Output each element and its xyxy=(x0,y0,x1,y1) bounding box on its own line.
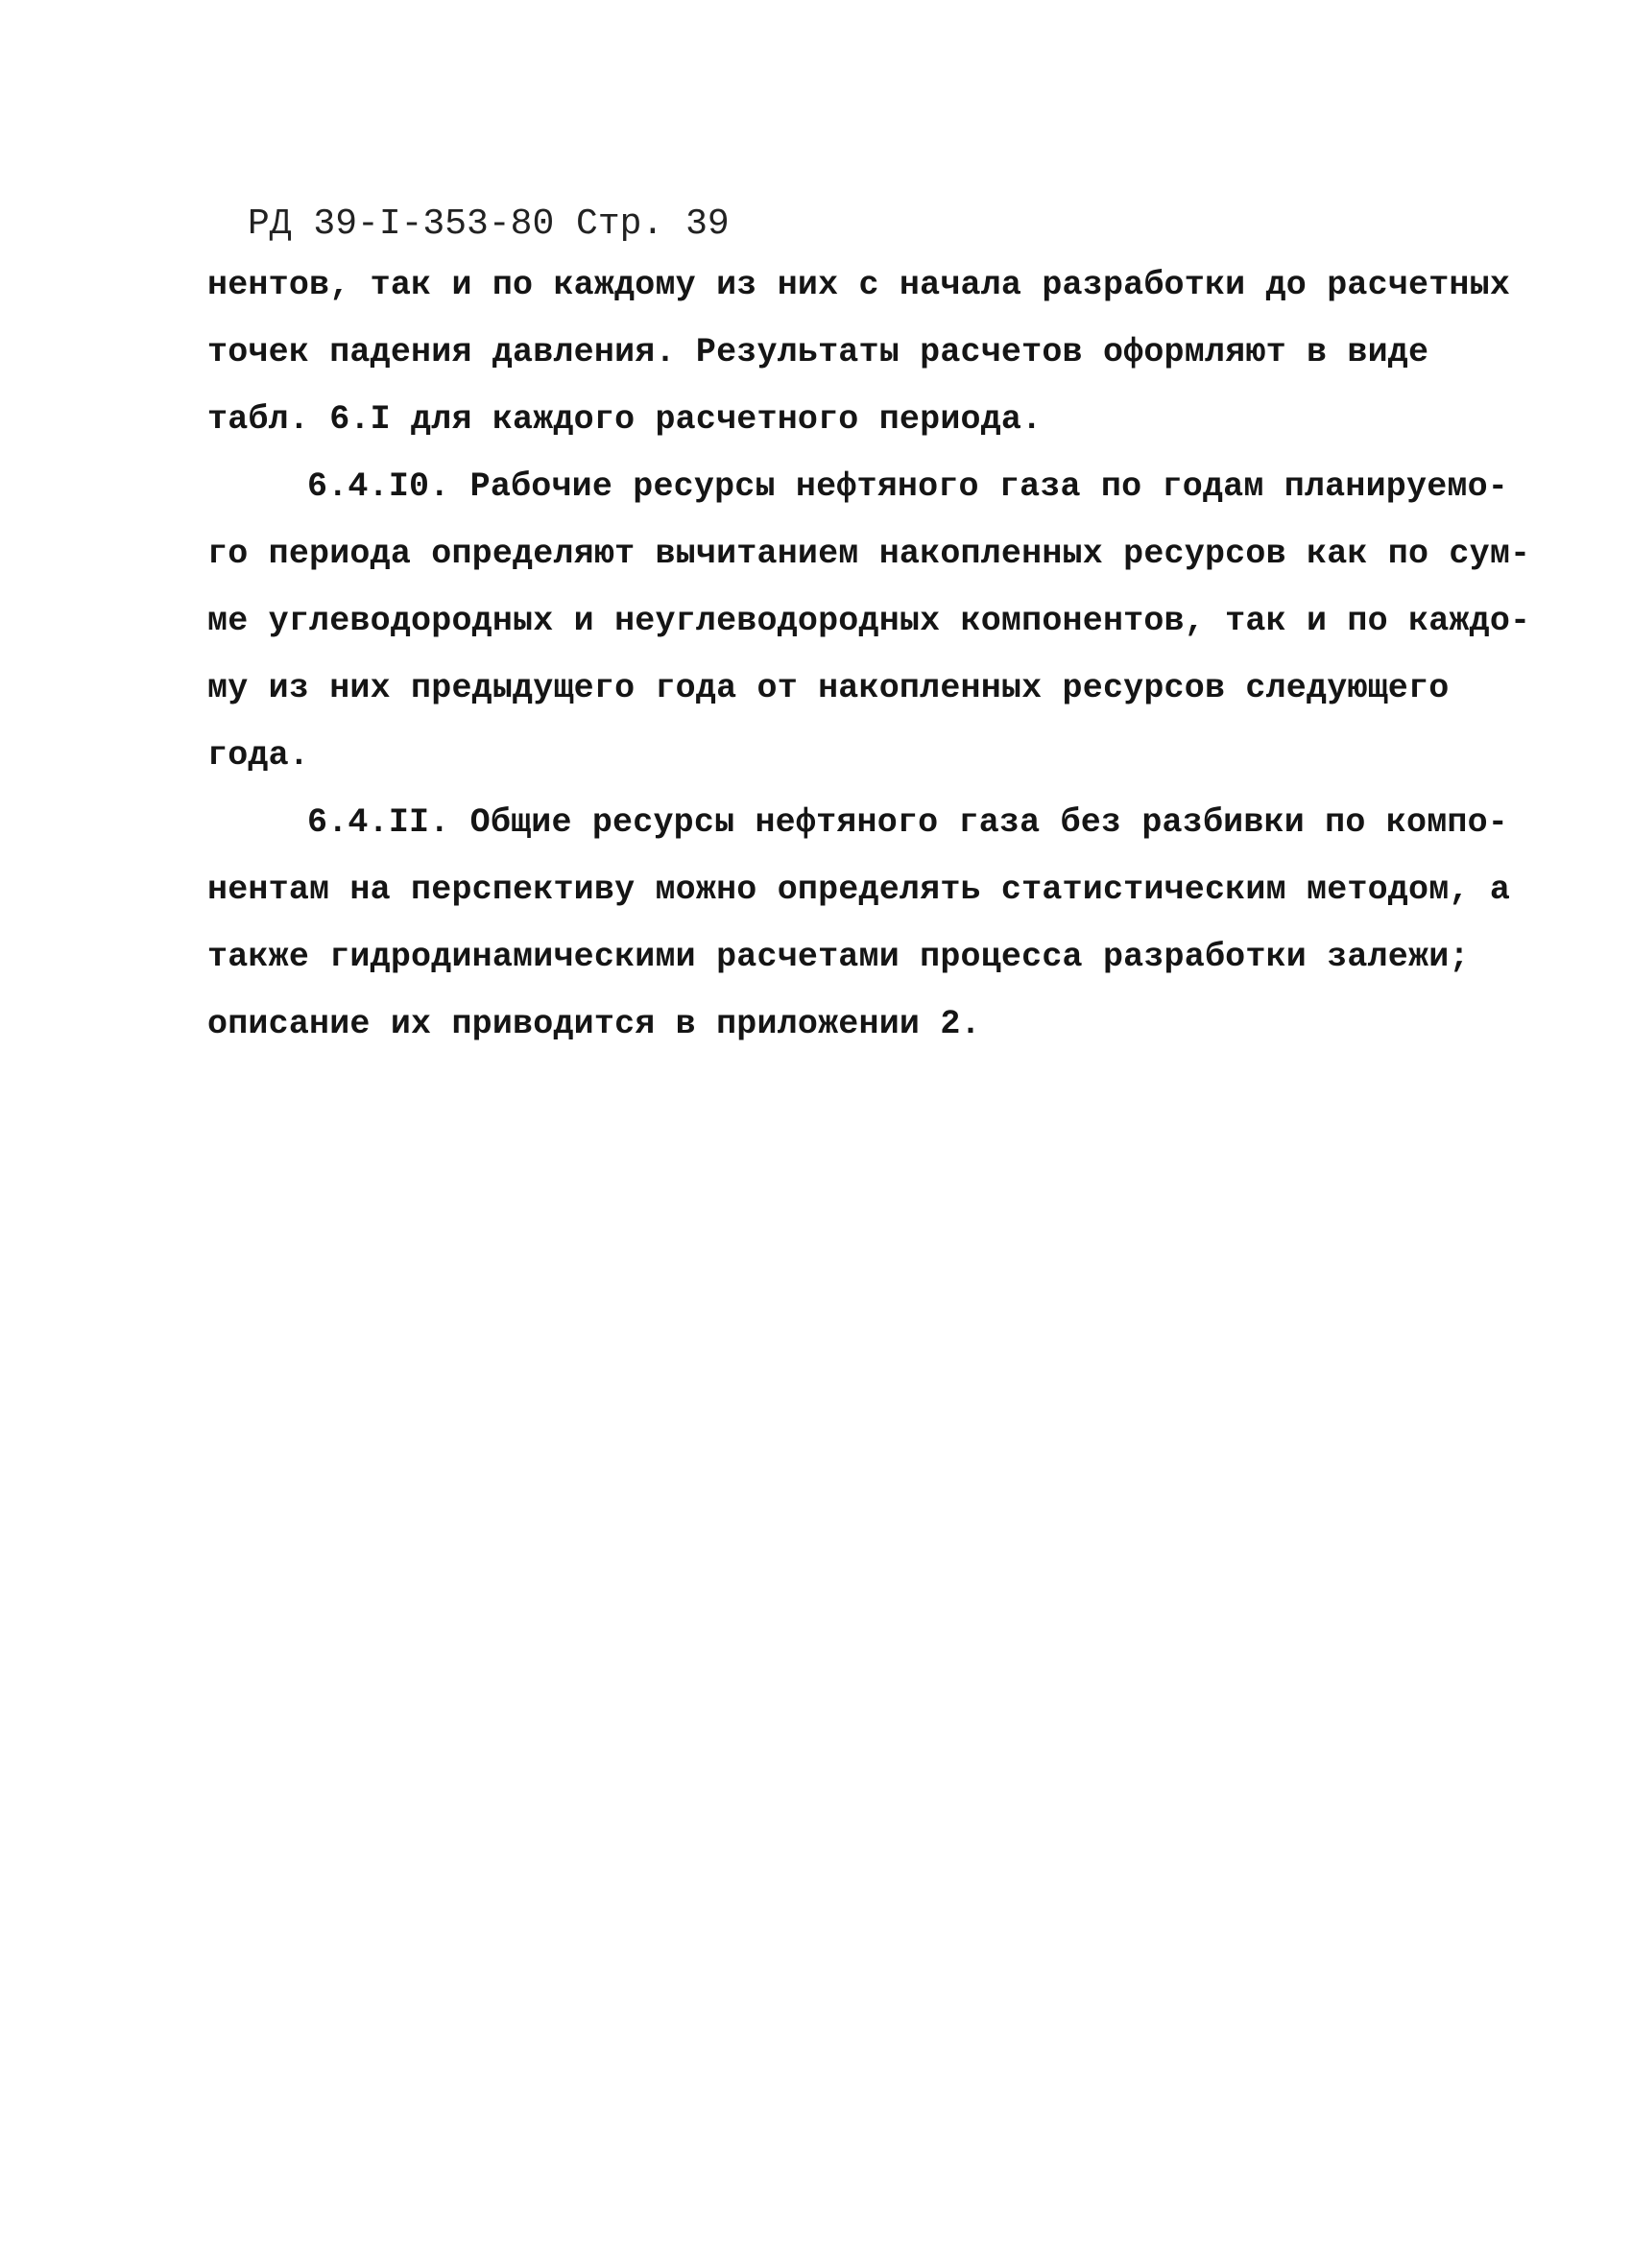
paragraph-6-4-10-start: 6.4.I0. Рабочие ресурсы нефтяного газа по годам планируемо- xyxy=(307,467,1509,506)
text-line: ме углеводородных и неуглеводородных компонентов, так и по каждо- xyxy=(207,602,1531,640)
text-line: му из них предыдущего года от накопленных ресурсов следующего xyxy=(207,669,1450,707)
page-header: РД 39-I-353-80 Стр. 39 xyxy=(248,203,730,245)
body-text xyxy=(207,251,1531,1058)
text-line: табл. 6.I для каждого расчетного периода. xyxy=(207,400,1043,439)
text-line: нентов, так и по каждому из них с начала разработки до расчетных xyxy=(207,266,1511,304)
paragraph-6-4-11-start: 6.4.II. Общие ресурсы нефтяного газа без разбивки по компо- xyxy=(307,803,1509,842)
text-line: нентам на перспективу можно определять статистическим методом, а xyxy=(207,871,1511,909)
text-line: го периода определяют вычитанием накопленных ресурсов как по сум- xyxy=(207,535,1531,573)
text-line: года. xyxy=(207,736,310,775)
text-line: также гидродинамическими расчетами процесса разработки залежи; xyxy=(207,938,1470,976)
text-line: точек падения давления. Результаты расчетов оформляют в виде xyxy=(207,333,1429,371)
text-line: описание их приводится в приложении 2. xyxy=(207,1005,981,1043)
